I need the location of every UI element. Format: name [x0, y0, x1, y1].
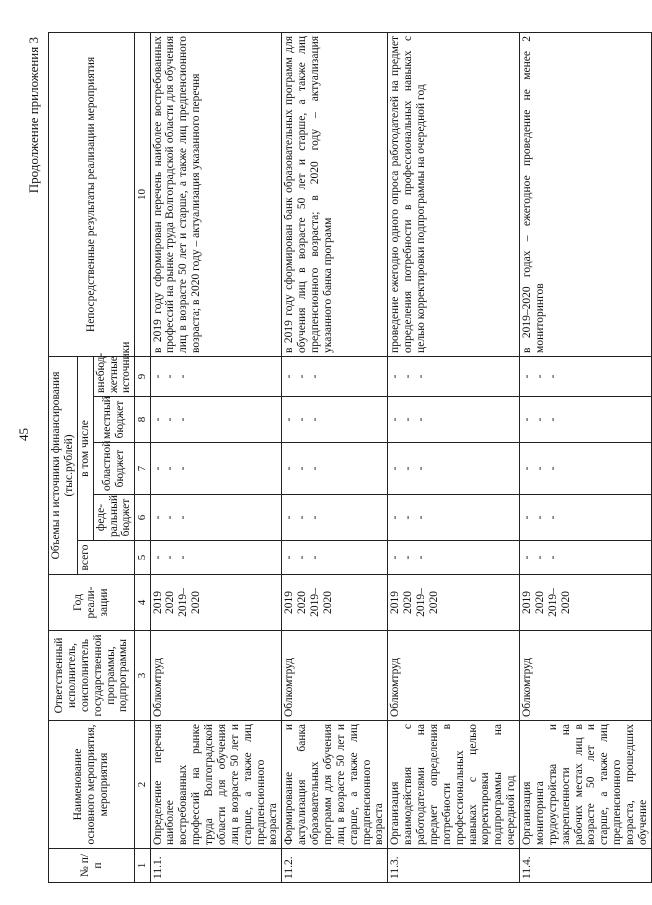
table-row — [520, 32, 652, 882]
cell-offbudget: - - - — [282, 356, 388, 396]
col-num: 2 — [135, 721, 150, 849]
cell-local: - - - — [520, 397, 652, 443]
row-number: 11.3. — [388, 849, 520, 883]
header-offbudget: внебюд-жетные источники — [93, 356, 135, 396]
cell-offbudget: - - - — [150, 356, 282, 396]
year-value: 2019–2020 — [415, 588, 440, 617]
program-table — [48, 32, 652, 883]
year-value: 2019–2020 — [546, 588, 572, 617]
row-result: в 2019 году сформирован перечень наиболее востребованных профессий на рынке труда Волгоградской области для обучения лиц в возрасте 50 лет и старше, а также лиц предпенсионного возраста; в 2020 году – актуализация указанного перечня — [150, 32, 282, 356]
row-responsible: Облкомтруд — [150, 631, 282, 721]
cell-local: - - - — [150, 397, 282, 443]
col-num: 7 — [135, 443, 150, 495]
cell-federal: - - - — [150, 495, 282, 541]
cell-local: - - - — [282, 397, 388, 443]
cell-total: - - - — [520, 541, 652, 575]
header-number: № п/п — [49, 849, 135, 883]
year-value: 2019 — [151, 591, 164, 614]
table-row — [282, 32, 388, 882]
header-total: всего — [77, 541, 135, 575]
header-result: Непосредственные результаты реализации мероприятия — [49, 32, 135, 356]
header-funding: Объемы и источники финансирования (тыс.рублей) — [49, 356, 78, 574]
col-num: 8 — [135, 397, 150, 443]
row-responsible: Облкомтруд — [520, 631, 652, 721]
col-num: 4 — [135, 575, 150, 631]
rotated-content — [22, 23, 649, 883]
cell-federal: - - - — [282, 495, 388, 541]
year-value: 2020 — [533, 591, 546, 614]
cell-total: - - - — [282, 541, 388, 575]
cell-regional: - - - — [282, 443, 388, 495]
cell-regional: - - - — [150, 443, 282, 495]
row-number: 11.4. — [520, 849, 652, 883]
header-year: Год реали-зации — [49, 575, 135, 631]
year-value: 2020 — [164, 591, 177, 614]
row-responsible: Облкомтруд — [388, 631, 520, 721]
cell-federal: - - - — [388, 495, 520, 541]
row-result: проведение ежегодно одного опроса работодателей на предмет определения потребности в профессиональных навыках с целью корректировки подпрограммы на очередной год — [388, 32, 520, 356]
row-name: Организация мониторинга трудоустройства и закрепленности на рабочих местах лиц в возрасте 50 лет и старше, а также лиц предпенсионного возраста, прошедших обучение — [520, 721, 652, 849]
year-value: 2020 — [296, 591, 309, 614]
cell-local: - - - — [388, 397, 520, 443]
year-value: 2019 — [283, 591, 296, 614]
row-responsible: Облкомтруд — [282, 631, 388, 721]
row-name: Организация взаимодействия с работодателями на предмет определения потребности в профессиональных навыках с целью корректировки подпрограммы на очередной год — [388, 721, 520, 849]
cell-total: - - - — [150, 541, 282, 575]
table-row — [150, 32, 282, 882]
row-name: Формирование и актуализация банка образовательных программ для обучения лиц в возрасте 50 лет и старше, а также лиц предпенсионного возраста — [282, 721, 388, 849]
row-name: Определение перечня наиболее востребованных профессий на рынке труда Волгоградской области для обучения лиц в возрасте 50 лет и старше, а также лиц предпенсионного возраста — [150, 721, 282, 849]
row-years — [520, 575, 652, 631]
row-number: 11.1. — [150, 849, 282, 883]
cell-total: - - - — [388, 541, 520, 575]
header-regional: областной бюджет — [93, 443, 135, 495]
header-federal: феде-ральный бюджет — [93, 495, 135, 541]
col-num: 9 — [135, 356, 150, 396]
year-value: 2019–2020 — [177, 588, 203, 617]
row-years — [150, 575, 282, 631]
cell-offbudget: - - - — [388, 356, 520, 396]
cell-regional: - - - — [520, 443, 652, 495]
year-value: 2019 — [521, 591, 534, 614]
continuation-label: Продолжение приложения 3 — [26, 37, 41, 194]
col-num: 1 — [135, 849, 150, 883]
header-name: Наименование основного мероприятия, мероприятия — [49, 721, 135, 849]
row-result: в 2019–2020 годах – ежегодное проведение не менее 2 мониторингов — [520, 32, 652, 356]
header-including: в том числе — [77, 356, 93, 540]
col-num: 3 — [135, 631, 150, 721]
year-value: 2019–2020 — [309, 588, 334, 617]
page-number: 45 — [16, 428, 31, 441]
header-local: местный бюджет — [93, 397, 135, 443]
col-num: 5 — [135, 541, 150, 575]
col-num: 6 — [135, 495, 150, 541]
column-number-row — [135, 32, 150, 882]
row-years — [282, 575, 388, 631]
col-num: 10 — [135, 32, 150, 356]
year-value: 2020 — [402, 591, 415, 614]
row-years — [388, 575, 520, 631]
row-number: 11.2. — [282, 849, 388, 883]
cell-offbudget: - - - — [520, 356, 652, 396]
cell-regional: - - - — [388, 443, 520, 495]
row-result: в 2019 году сформирован банк образовательных программ для обучения лиц в возрасте 50 лет и старше, а также лиц предпенсионного возраста; в 2020 году – актуализация указанного банка программ — [282, 32, 388, 356]
cell-federal: - - - — [520, 495, 652, 541]
year-value: 2019 — [389, 591, 402, 614]
table-row — [388, 32, 520, 882]
header-responsible: Ответственный исполнитель, соисполнитель государственной программы, подпрограммы — [49, 631, 135, 721]
